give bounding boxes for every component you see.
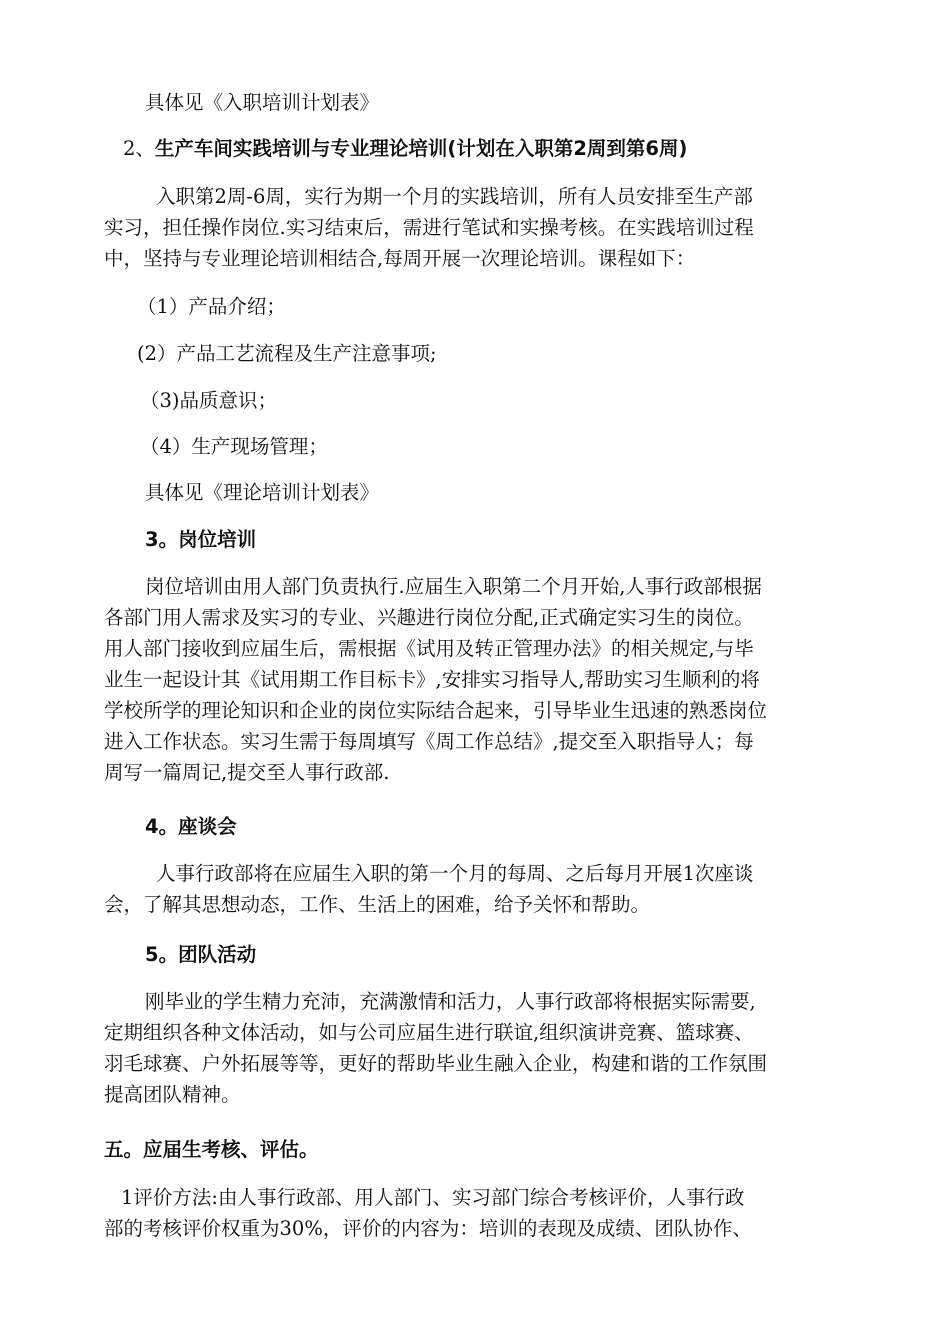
paragraph-line: 业生一起设计其《试用期工作目标卡》,安排实习指导人,帮助实习生顺利的将 (104, 668, 760, 691)
paragraph-line: 各部门用人需求及实习的专业、兴趣进行岗位分配,正式确定实习生的岗位。 (104, 606, 754, 629)
paragraph-line: 会，了解其思想动态，工作、生活上的困难，给予关怀和帮助。 (104, 893, 651, 916)
paragraph-line: 学校所学的理论知识和企业的岗位实际结合起来，引导毕业生迅速的熟悉岗位 (104, 699, 768, 722)
section-3-heading: 3。岗位培训 (145, 528, 257, 551)
paragraph-line: 1评价方法:由人事行政部、用人部门、实习部门综合考核评价，人事行政 (121, 1186, 745, 1209)
course-item-2: (2）产品工艺流程及生产注意事项; (137, 342, 437, 365)
paragraph-line: 定期组织各种文体活动，如与公司应届生进行联谊,组织演讲竞赛、篮球赛、 (104, 1021, 754, 1044)
reference-theory-plan: 具体见《理论培训计划表》 (145, 481, 380, 504)
paragraph-line: 周写一篇周记,提交至人事行政部. (104, 761, 390, 784)
paragraph-line: 羽毛球赛、户外拓展等等，更好的帮助毕业生融入企业，构建和谐的工作氛围 (104, 1052, 768, 1075)
section-4-heading: 4。座谈会 (145, 815, 237, 838)
chapter-five-heading: 五。应届生考核、评估。 (104, 1138, 319, 1161)
course-item-4: （4）生产现场管理； (140, 435, 328, 458)
paragraph-line: 进入工作状态。实习生需于每周填写《周工作总结》,提交至入职指导人；每 (104, 730, 754, 753)
paragraph-line: 岗位培训由用人部门负责执行.应届生入职第二个月开始,人事行政部根据 (145, 575, 762, 598)
section-2-heading (123, 135, 687, 163)
paragraph-line: 实习，担任操作岗位.实习结束后，需进行笔试和实操考核。在实践培训过程 (104, 216, 754, 239)
section-2-title: 生产车间实践培训与专业理论培训(计划在入职第2周到第6周) (154, 137, 688, 160)
paragraph-line: 人事行政部将在应届生入职的第一个月的每周、之后每月开展1次座谈 (156, 862, 754, 885)
course-item-3: （3)品质意识； (140, 389, 278, 412)
reference-onboarding-plan: 具体见《入职培训计划表》 (145, 91, 380, 114)
paragraph-line: 刚毕业的学生精力充沛，充满激情和活力，人事行政部将根据实际需要, (145, 990, 756, 1013)
paragraph-line: 用人部门接收到应届生后，需根据《试用及转正管理办法》的相关规定,与毕 (104, 637, 754, 660)
paragraph-line: 入职第2周-6周，实行为期一个月的实践培训，所有人员安排至生产部 (156, 185, 753, 208)
course-item-1: （1）产品介绍； (137, 295, 286, 318)
paragraph-line: 提高团队精神。 (104, 1083, 241, 1106)
section-5-heading: 5。团队活动 (145, 943, 257, 966)
paragraph-line: 中，坚持与专业理论培训相结合,每周开展一次理论培训。课程如下： (104, 247, 696, 270)
paragraph-line: 部的考核评价权重为30%，评价的内容为：培训的表现及成绩、团队协作、 (104, 1217, 752, 1240)
section-2-number: 2、 (123, 137, 155, 160)
